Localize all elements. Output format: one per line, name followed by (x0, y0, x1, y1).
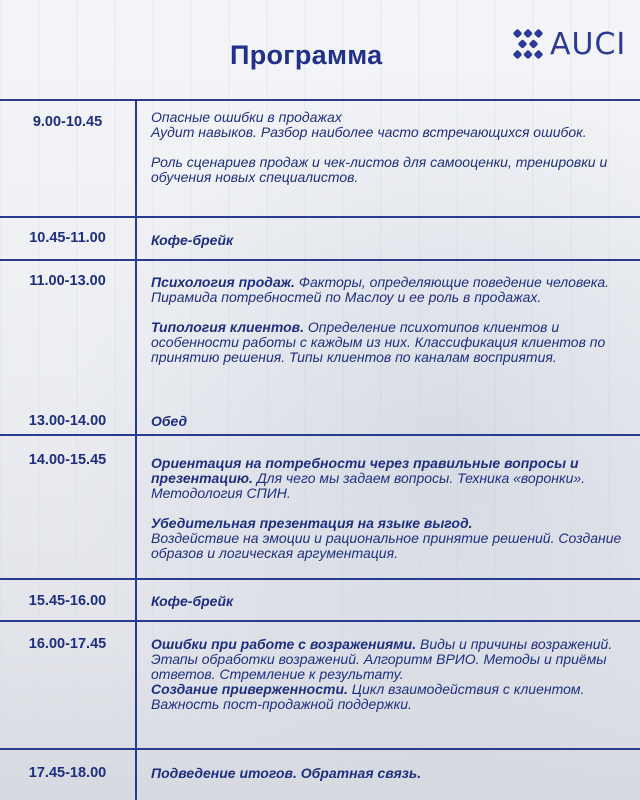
session-paragraph (151, 110, 635, 140)
session-title: Обед (151, 413, 188, 429)
session-block (151, 414, 635, 429)
time-cell: 11.00-13.00 (29, 273, 106, 289)
row-divider (0, 578, 640, 580)
session-paragraph (151, 637, 635, 682)
session-title: Убедительная презентация на языке выгод. (151, 515, 473, 531)
session-title: Кофе-брейк (151, 232, 234, 248)
session-paragraph (151, 594, 635, 609)
row-divider (0, 216, 640, 218)
session-block (151, 456, 635, 561)
time-cell: 14.00-15.45 (28, 452, 107, 468)
session-text: Виды и причины возражений. Этапы обработки возражений. Алгоритм ВРИО. Методы и приёмы ответов. Стремление к результату. (151, 636, 613, 682)
session-title: Кофе-брейк (151, 593, 234, 609)
time-cell: 15.45-16.00 (28, 593, 107, 609)
column-divider (135, 100, 137, 800)
session-text: Для чего мы задаем вопросы. Техника «воронки». Методология СПИН. (151, 470, 586, 501)
session-title: Создание приверженности. (151, 681, 348, 697)
session-block (151, 233, 635, 248)
time-cell: 13.00-14.00 (28, 413, 107, 429)
session-title: Опасные ошибки в продажах (151, 109, 342, 125)
session-title: Ориентация на потребности через правильные вопросы и презентацию. (151, 455, 579, 486)
row-divider (0, 620, 640, 622)
session-paragraph (151, 275, 635, 305)
time-cell: 16.00-17.45 (28, 636, 107, 652)
session-title: Типология клиентов. (151, 319, 305, 335)
row-divider (0, 99, 640, 101)
session-paragraph (151, 233, 635, 248)
session-title: Ошибки при работе с возражениями. (151, 636, 417, 652)
session-block (151, 766, 635, 781)
session-paragraph (151, 155, 635, 185)
session-paragraph (151, 516, 635, 561)
session-block (151, 275, 635, 365)
page-title: Программа (230, 40, 383, 70)
time-cell: 9.00-10.45 (32, 114, 103, 130)
logo-text: AUCI (550, 26, 627, 62)
session-block (151, 637, 635, 712)
logo (510, 26, 626, 62)
session-text: Факторы, определяющие поведение человека. Пирамида потребностей по Маслоу и ее роль в продажах. (151, 274, 610, 305)
session-paragraph (151, 766, 635, 781)
session-paragraph (151, 320, 635, 365)
session-title: Подведение итогов. Обратная связь. (151, 765, 422, 781)
session-text: Цикл взаимодействия с клиентом. Важность пост-продажной поддержки. (151, 681, 585, 712)
row-divider (0, 434, 640, 436)
dots-grid-icon (510, 26, 546, 62)
session-text: Определение психотипов клиентов и особенности работы с каждым из них. Классификация клиентов по принятию решения. Типы клиентов по каналам восприятия. (151, 319, 606, 365)
session-block (151, 594, 635, 609)
row-divider (0, 259, 640, 261)
row-divider (0, 748, 640, 750)
session-paragraph (151, 682, 635, 712)
session-paragraph (151, 414, 635, 429)
session-title: Психология продаж. (151, 274, 295, 290)
time-cell: 10.45-11.00 (29, 230, 106, 246)
session-block (151, 110, 635, 185)
session-text: Роль сценариев продаж и чек-листов для самооценки, тренировки и обучения новых специалистов. (151, 154, 608, 185)
session-text: Аудит навыков. Разбор наиболее часто встречающихся ошибок. (151, 124, 587, 140)
time-cell: 17.45-18.00 (28, 765, 107, 781)
session-text: Воздействие на эмоции и рациональное принятие решений. Создание образов и логическая аргументация. (151, 530, 622, 561)
session-paragraph (151, 456, 635, 501)
